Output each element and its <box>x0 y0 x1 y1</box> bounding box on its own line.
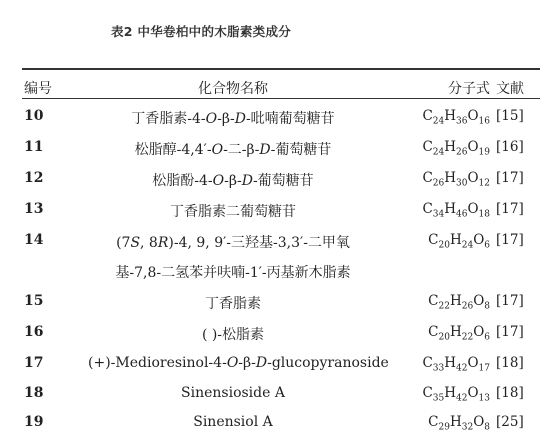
table-row <box>0 195 558 225</box>
compound-name: 丁香脂素二葡萄糖苷 <box>170 204 296 220</box>
compound-name: Sinensioside A <box>181 385 285 401</box>
reference: [17] <box>496 170 524 186</box>
compound-name: ( )-松脂素 <box>201 327 265 343</box>
compound-name: 丁香脂素-4-O-β-D-吡喃葡萄糖苷 <box>131 111 335 127</box>
table-row <box>0 287 558 317</box>
molecular-formula: $C_{29}H_{32}O_8$ <box>428 414 490 433</box>
compound-number: 10 <box>24 108 44 124</box>
table-caption: 表2 中华卷柏中的木脂素类成分 <box>111 24 292 39</box>
molecular-formula: $C_{20}H_{22}O_6$ <box>428 324 490 343</box>
table-header-rule <box>22 98 540 99</box>
compound-number: 15 <box>24 293 44 309</box>
table-row <box>0 379 558 409</box>
reference: [17] <box>496 232 524 248</box>
molecular-formula: $C_{26}H_{30}O_{12}$ <box>422 170 490 189</box>
reference: [18] <box>496 355 524 371</box>
table-row <box>0 164 558 194</box>
table-row-continuation <box>0 256 558 286</box>
reference: [18] <box>496 385 524 401</box>
compound-name: 基-7,8-二氢苯并呋喃-1′-丙基新木脂素 <box>115 265 351 281</box>
compound-number: 11 <box>24 139 44 155</box>
reference: [17] <box>496 293 524 309</box>
header-formula: 分子式 <box>448 81 490 97</box>
reference: [17] <box>496 324 524 340</box>
reference: [17] <box>496 201 524 217</box>
compound-number: 13 <box>24 201 44 217</box>
table-row <box>0 133 558 163</box>
molecular-formula: $C_{24}H_{26}O_{19}$ <box>422 139 490 158</box>
compound-number: 12 <box>24 170 44 186</box>
molecular-formula: $C_{24}H_{36}O_{16}$ <box>422 108 490 127</box>
compound-number: 16 <box>24 324 44 340</box>
compound-name: (+)-Medioresinol-4-O-β-D-glucopyranoside <box>88 355 389 371</box>
compound-number: 19 <box>24 414 44 430</box>
compound-number: 14 <box>24 232 44 248</box>
reference: [25] <box>496 414 524 430</box>
compound-number: 17 <box>24 355 44 371</box>
table-row <box>0 102 558 132</box>
table-row <box>0 318 558 348</box>
table-row <box>0 408 558 438</box>
header-name: 化合物名称 <box>198 81 268 97</box>
reference: [16] <box>496 139 524 155</box>
molecular-formula: $C_{34}H_{46}O_{18}$ <box>422 201 490 220</box>
table-row <box>0 349 558 379</box>
header-ref: 文献 <box>496 81 524 97</box>
compound-name: 丁香脂素 <box>205 296 261 312</box>
molecular-formula: $C_{33}H_{42}O_{17}$ <box>422 355 490 374</box>
compound-name: Sinensiol A <box>193 414 273 430</box>
reference: [15] <box>496 108 524 124</box>
molecular-formula: $C_{35}H_{42}O_{13}$ <box>422 385 490 404</box>
compound-name: 松脂酚-4-O-β-D-葡萄糖苷 <box>152 173 314 189</box>
table-top-rule <box>22 68 540 70</box>
molecular-formula: $C_{22}H_{26}O_8$ <box>428 293 490 312</box>
table-row <box>0 226 558 256</box>
molecular-formula: $C_{20}H_{24}O_6$ <box>428 232 490 251</box>
compound-name: 松脂醇-4,4′-O-二-β-D-葡萄糖苷 <box>134 142 332 158</box>
compound-name: (7S, 8R)-4, 9, 9′-三羟基-3,3′-二甲氧 <box>116 235 350 251</box>
header-num: 编号 <box>24 81 52 97</box>
compound-number: 18 <box>24 385 44 401</box>
